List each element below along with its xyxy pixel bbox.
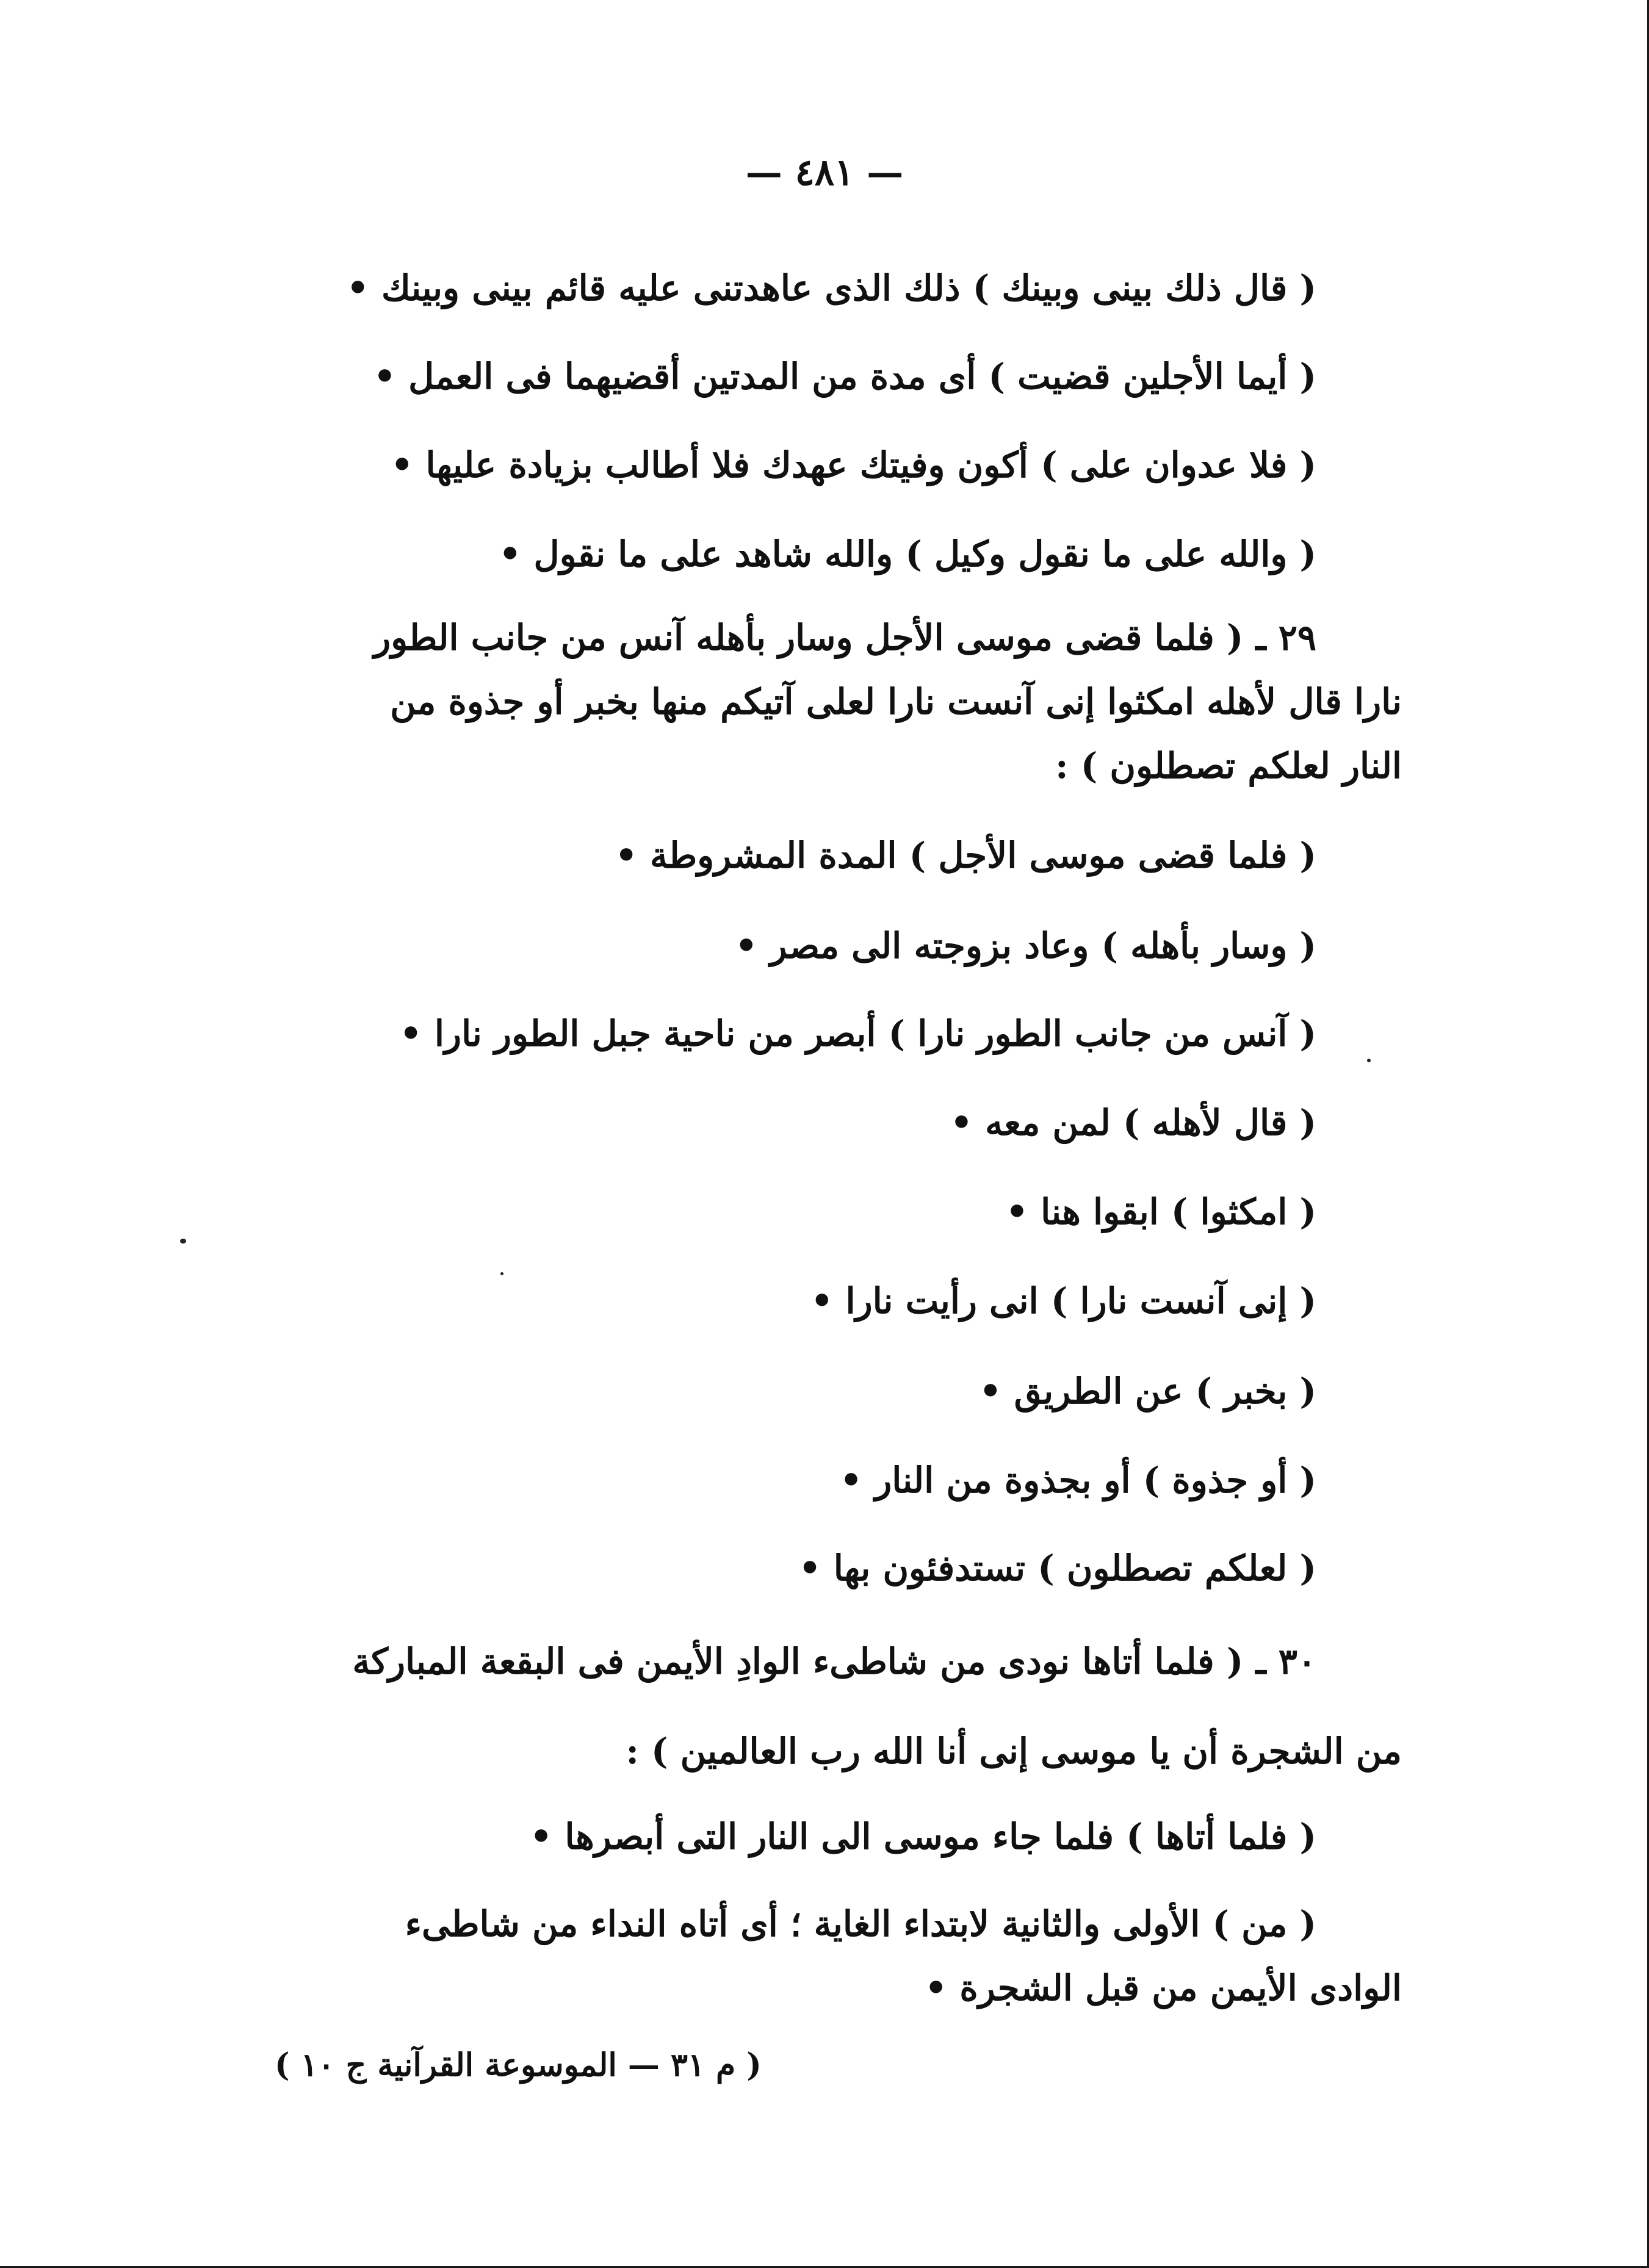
gloss-line: ( امكثوا ) ابقوا هنا • [1005,1191,1316,1233]
gloss-line: ( فلما قضى موسى الأجل ) المدة المشروطة • [615,835,1316,876]
gloss-line: ( لعلكم تصطلون ) تستدفئون بها • [798,1547,1316,1589]
scan-speck [500,1272,503,1275]
scan-speck [1367,1059,1371,1062]
gloss-line: ( والله على ما نقول وكيل ) والله شاهد على ما نقول • [499,533,1316,575]
paragraph-line: نارا قال لأهله امكثوا إنى آنست نارا لعلى آتيكم منها بخبر أو جذوة من [390,681,1402,722]
gloss-line: ( فلما أتاها ) فلما جاء موسى الى النار التى أبصرها • [530,1816,1316,1857]
paragraph-line: ( من ) الأولى والثانية لابتداء الغاية ؛ أى أتاه النداء من شاطىء [405,1903,1316,1945]
gloss-line: ( وسار بأهله ) وعاد بزوجته الى مصر • [735,925,1316,967]
gloss-line: ( قال ذلك بينى وبينك ) ذلك الذى عاهدتنى عليه قائم بينى وبينك • [346,267,1316,309]
gloss-line: ( أيما الأجلين قضيت ) أى مدة من المدتين أقضيهما فى العمل • [373,356,1316,397]
paragraph-line: ٢٩ ـ ( فلما قضى موسى الأجل وسار بأهله آنس من جانب الطور [373,617,1316,658]
gloss-line: ( قال لأهله ) لمن معه • [950,1102,1316,1143]
paragraph-line: من الشجرة أن يا موسى إنى أنا الله رب العالمين ) : [626,1730,1402,1772]
gloss-line: ( فلا عدوان على ) أكون وفيتك عهدك فلا أطالب بزيادة عليها • [391,444,1316,486]
gloss-line: ( آنس من جانب الطور نارا ) أبصر من ناحية جبل الطور نارا • [399,1013,1316,1054]
paragraph-line: ٣٠ ـ ( فلما أتاها نودى من شاطىء الوادِ الأيمن فى البقعة المباركة [352,1641,1316,1682]
gloss-line: ( إنى آنست نارا ) انى رأيت نارا • [810,1280,1316,1322]
gloss-line: ( أو جذوة ) أو بجذوة من النار • [839,1460,1316,1501]
paragraph-line: الوادى الأيمن من قبل الشجرة • [925,1967,1402,2009]
page-number: — ٤٨١ — [745,151,904,194]
footer-signature: ( م ٣١ — الموسوعة القرآنية ج ١٠ ) [275,2047,762,2084]
paragraph-line: النار لعلكم تصطلون ) : [1055,745,1402,787]
gloss-line: ( بخبر ) عن الطريق • [979,1370,1316,1412]
scan-speck [180,1239,186,1244]
